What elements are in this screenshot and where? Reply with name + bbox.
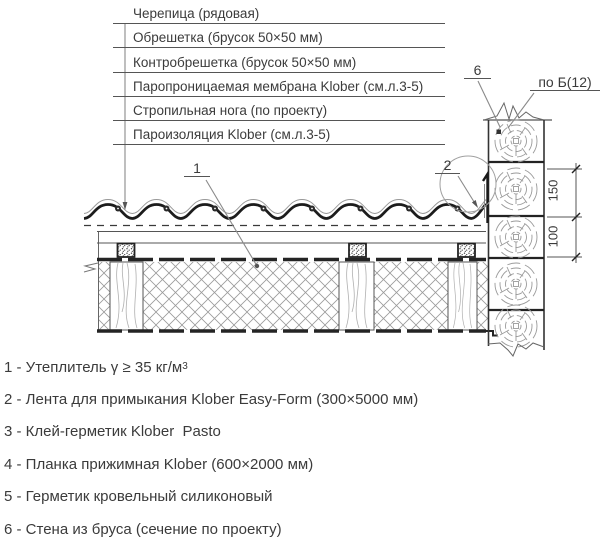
ref-label-2: 2 [435,157,460,174]
legend-item [4,481,564,513]
detail-ref-label: по Б(12) [530,74,600,91]
wall-flashing [483,130,501,224]
insulation-hatch [84,232,488,331]
legend-item-text: 6 - Стена из бруса (сечение по проекту) [4,520,282,538]
legend [4,351,564,545]
layer-callout [113,24,445,48]
ref-label-6: 6 [464,62,491,79]
layer-callout [113,48,445,72]
leader-arrow-2 [472,200,478,208]
layer-callout-label: Черепица (рядовая) [133,6,260,22]
legend-item-text: 4 - Планка прижимная Klober (600×2000 мм) [4,455,314,473]
legend-item [4,416,564,448]
legend-item-text: 5 - Герметик кровельный силиконовый [4,488,273,506]
layer-callout [113,0,445,24]
dimension-150: 150 [545,179,561,202]
legend-item [4,383,564,415]
legend-item: 1 - Утеплитель γ ≥ 35 кг/м 3 [4,358,188,376]
legend-item [4,513,564,545]
layer-callout-label: Пароизоляция Klober (см.л.3-5) [133,127,331,143]
layer-callout-label: Контробрешетка (брусок 50×50 мм) [133,54,357,70]
layer-callout [113,73,445,97]
sealant-dot [497,130,502,135]
layer-callout-list [113,0,445,145]
legend-item-text: 3 - Клей-герметик Klober Pasto [4,423,221,441]
layer-callout-label: Обрешетка (брусок 50×50 мм) [133,30,323,46]
legend-item-text: 1 - Утеплитель γ ≥ 35 кг/м [4,358,183,376]
counter-batten-sections [118,244,476,258]
layer-callout [113,97,445,121]
legend-item [4,448,564,480]
legend-item-text: 2 - Лента для примыкания Klober Easy-Form (300×5000 мм) [4,391,419,409]
layer-callout [113,121,445,145]
left-break-mark [84,263,98,272]
ref-label-1: 1 [184,160,210,177]
dimension-100: 100 [545,225,561,248]
tile-wave [84,200,486,226]
log-wall [483,103,552,356]
batten-band [97,232,486,244]
leader-dot-1 [255,264,259,268]
layer-callout-label: Стропильная нога (по проекту) [133,102,328,118]
layer-callout-label: Паропроницаемая мембрана Klober (см.л.3-5) [133,78,424,94]
